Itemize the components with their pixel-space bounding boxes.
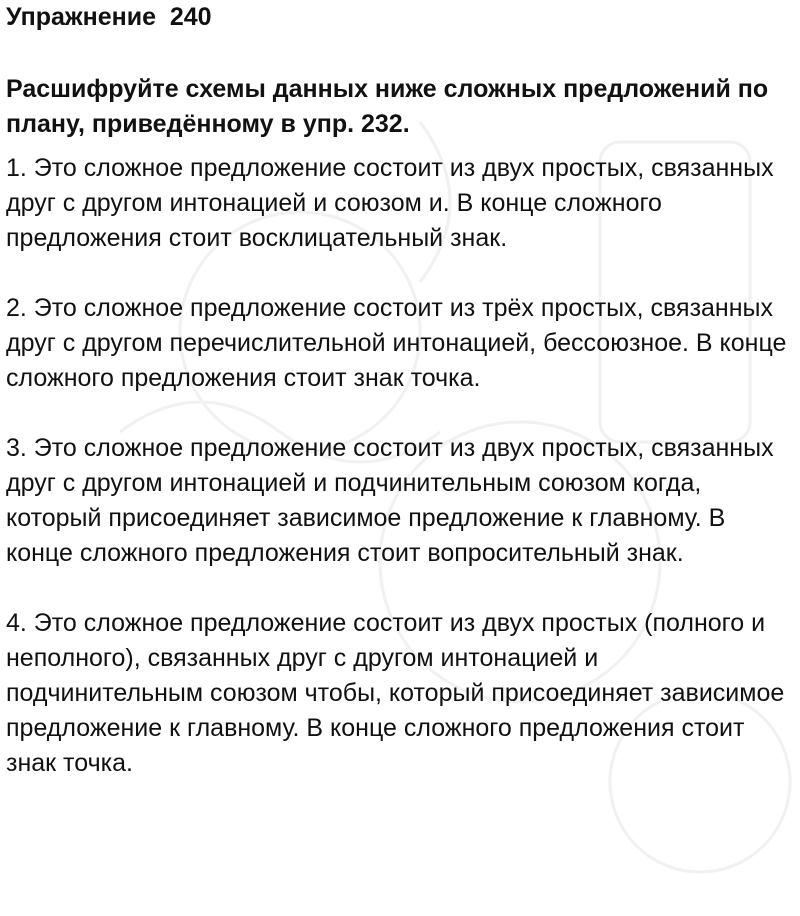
answer-item-3: 3. Это сложное предложение состоит из двух простых, связанных друг с другом интонацией и подчинительным союзом когда, который присоединяет зависимое предложение к главному. В конце сложного предложения стоит вопросительный знак. [6, 434, 774, 567]
answer-item-2: 2. Это сложное предложение состоит из трёх простых, связанных друг с другом перечислительной интонацией, бессоюзное. В конце сложного предложения стоит знак точка. [6, 294, 787, 392]
answer-item-4: 4. Это сложное предложение состоит из двух простых (полного и неполного), связанных друг с другом интонацией и подчинительным союзом чтобы, который присоединяет зависимое предложение к главному. В конце сложного предложения стоит знак точка. [6, 609, 785, 777]
exercise-content [0, 2, 800, 781]
answer-item-1: 1. Это сложное предложение состоит из двух простых, связанных друг с другом интонацией и союзом и. В конце сложного предложения стоит восклицательный знак. [6, 154, 774, 252]
exercise-title: Упражнение 240 [6, 3, 212, 31]
exercise-instruction: Расшифруйте схемы данных ниже сложных предложений по плану, приведённому в упр. 232. [6, 75, 769, 138]
